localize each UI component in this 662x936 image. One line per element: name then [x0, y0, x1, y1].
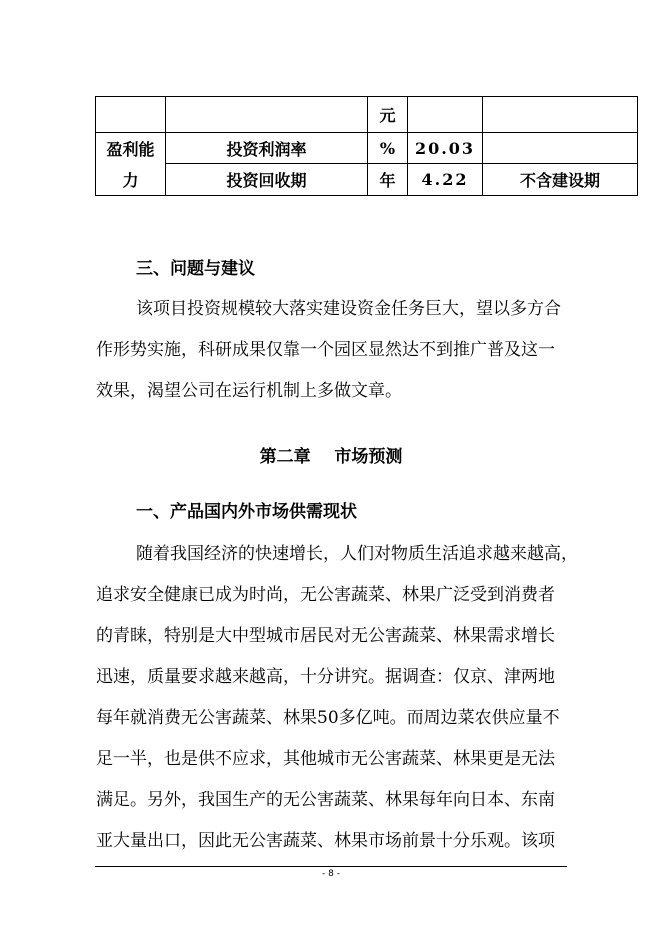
paragraph-line: 亚大量出口，因此无公害蔬菜、林果市场前景十分乐观。该项 [96, 831, 555, 851]
table-cell [166, 97, 368, 133]
paragraph-line: 每年就消费无公害蔬菜、林果50多亿吨。而周边菜农供应量不 [96, 708, 560, 728]
table-cell-note: 不含建设期 [483, 164, 638, 196]
table-cell-unit: 元 [368, 97, 408, 133]
table-cell [96, 97, 166, 133]
chapter-title: 第二章 市场预测 [259, 447, 403, 467]
category-cell-bottom: 力 [96, 164, 166, 196]
table-cell [408, 97, 483, 133]
paragraph-line: 迅速，质量要求越来越高，十分讲究。据调查：仅京、津两地 [96, 667, 555, 687]
paragraph-line: 的青睐，特别是大中型城市居民对无公害蔬菜、林果需求增长 [96, 626, 555, 646]
paragraph-line: 随着我国经济的快速增长，人们对物质生活追求越来越高， [136, 544, 578, 564]
paragraph-line: 追求安全健康已成为时尚，无公害蔬菜、林果广泛受到消费者 [96, 585, 555, 605]
table-cell-value: 4.22 [408, 164, 483, 196]
table-cell [483, 97, 638, 133]
table-cell-note [483, 133, 638, 164]
section-heading-market: 一、产品国内外市场供需现状 [136, 502, 357, 522]
page-number: - 8 - [322, 869, 340, 879]
table-cell-item: 投资回收期 [166, 164, 368, 196]
paragraph-line: 效果，渴望公司在运行机制上多做文章。 [96, 381, 402, 401]
table-cell-value: 20.03 [408, 133, 483, 164]
category-cell-top: 盈利能 [96, 133, 166, 164]
table-row [96, 97, 638, 133]
paragraph-line: 足一半，也是供不应求，其他城市无公害蔬菜、林果更是无法 [96, 749, 555, 769]
table-cell-unit: 年 [368, 164, 408, 196]
paragraph-line: 作形势实施，科研成果仅靠一个园区显然达不到推广普及这一 [96, 340, 555, 360]
table-cell-unit: % [368, 133, 408, 164]
paragraph-line: 满足。另外，我国生产的无公害蔬菜、林果每年向日本、东南 [96, 790, 555, 810]
metrics-table [95, 96, 638, 196]
table-cell-item: 投资利润率 [166, 133, 368, 164]
paragraph-line: 该项目投资规模较大落实建设资金任务巨大，望以多方合 [136, 299, 561, 319]
section-heading-problems: 三、问题与建议 [136, 259, 255, 279]
table-row [96, 133, 638, 164]
footer-divider [95, 866, 567, 867]
table-row [96, 164, 638, 196]
